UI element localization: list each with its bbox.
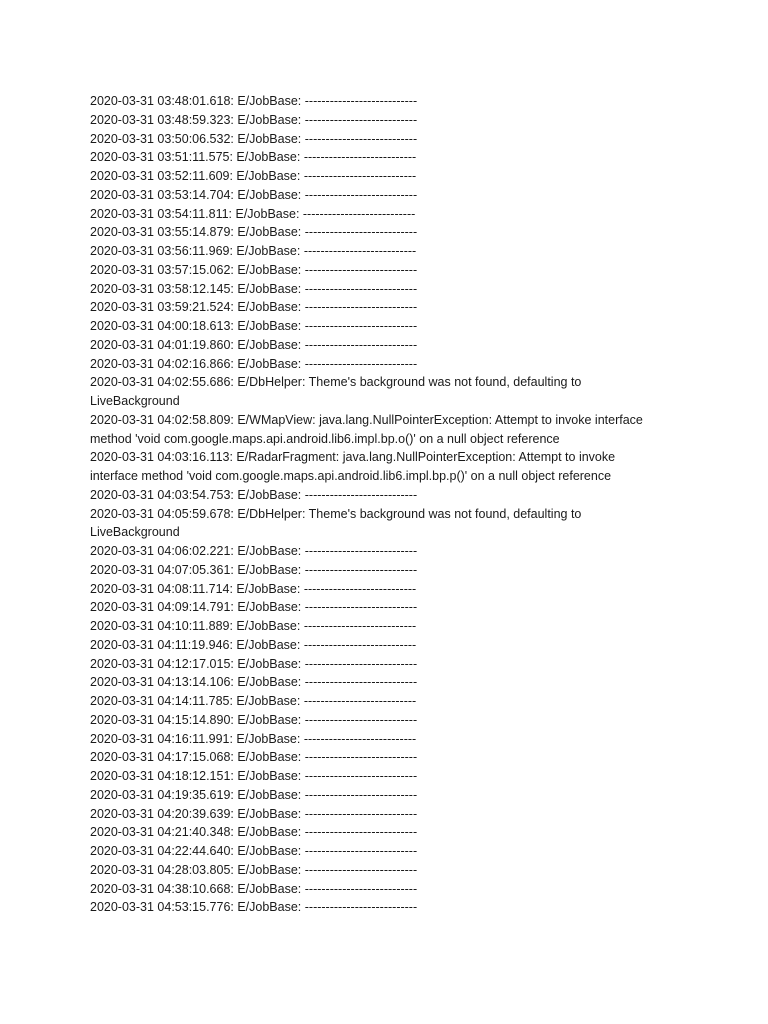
log-line: 2020-03-31 04:28:03.805: E/JobBase: --------------------------- bbox=[90, 862, 418, 877]
log-line: 2020-03-31 04:05:59.678: E/DbHelper: Theme's background was not found, defaulting to LiveBackground bbox=[90, 506, 582, 540]
log-line: 2020-03-31 03:52:11.609: E/JobBase: --------------------------- bbox=[90, 169, 417, 183]
log-line: 2020-03-31 04:11:19.946: E/JobBase: --------------------------- bbox=[90, 637, 417, 652]
log-line: 2020-03-31 04:53:15.776: E/JobBase: --------------------------- bbox=[90, 900, 418, 915]
log-line: 2020-03-31 04:12:17.015: E/JobBase: --------------------------- bbox=[90, 656, 418, 671]
log-line: 2020-03-31 03:51:11.575: E/JobBase: --------------------------- bbox=[90, 150, 417, 165]
log-line: 2020-03-31 04:19:35.619: E/JobBase: --------------------------- bbox=[90, 787, 418, 802]
log-line: 2020-03-31 03:59:21.524: E/JobBase: --------------------------- bbox=[90, 300, 418, 315]
log-line: 2020-03-31 04:00:18.613: E/JobBase: --------------------------- bbox=[90, 319, 418, 333]
log-line: 2020-03-31 04:20:39.639: E/JobBase: --------------------------- bbox=[90, 806, 418, 821]
log-page bbox=[90, 92, 650, 917]
log-line: 2020-03-31 04:07:05.361: E/JobBase: --------------------------- bbox=[90, 562, 418, 577]
log-line: 2020-03-31 04:02:58.809: E/WMapView: java.lang.NullPointerException: Attempt to invoke interface method 'void com.google.maps.api.android.lib6.impl.bp.o()' on a null object reference bbox=[90, 412, 643, 446]
log-line: 2020-03-31 04:14:11.785: E/JobBase: --------------------------- bbox=[90, 694, 417, 708]
log-line: 2020-03-31 04:38:10.668: E/JobBase: --------------------------- bbox=[90, 881, 418, 896]
log-line: 2020-03-31 03:48:01.618: E/JobBase: --------------------------- bbox=[90, 94, 418, 108]
log-line: 2020-03-31 04:09:14.791: E/JobBase: --------------------------- bbox=[90, 600, 418, 615]
log-line: 2020-03-31 03:56:11.969: E/JobBase: --------------------------- bbox=[90, 244, 417, 258]
log-line: 2020-03-31 04:06:02.221: E/JobBase: --------------------------- bbox=[90, 544, 418, 558]
log-line: 2020-03-31 04:18:12.151: E/JobBase: --------------------------- bbox=[90, 769, 418, 783]
log-line: 2020-03-31 04:02:16.866: E/JobBase: --------------------------- bbox=[90, 356, 418, 371]
log-line: 2020-03-31 04:17:15.068: E/JobBase: --------------------------- bbox=[90, 750, 418, 765]
log-line: 2020-03-31 04:22:44.640: E/JobBase: --------------------------- bbox=[90, 844, 418, 858]
log-line: 2020-03-31 03:55:14.879: E/JobBase: --------------------------- bbox=[90, 225, 418, 240]
log-line: 2020-03-31 04:03:54.753: E/JobBase: --------------------------- bbox=[90, 487, 418, 502]
log-line: 2020-03-31 04:15:14.890: E/JobBase: --------------------------- bbox=[90, 712, 418, 727]
log-line: 2020-03-31 03:58:12.145: E/JobBase: --------------------------- bbox=[90, 281, 418, 296]
log-line: 2020-03-31 04:02:55.686: E/DbHelper: Theme's background was not found, defaulting to LiveBackground bbox=[90, 375, 582, 408]
log-line: 2020-03-31 04:13:14.106: E/JobBase: --------------------------- bbox=[90, 675, 418, 690]
log-line: 2020-03-31 03:50:06.532: E/JobBase: --------------------------- bbox=[90, 131, 418, 146]
log-line: 2020-03-31 03:53:14.704: E/JobBase: --------------------------- bbox=[90, 187, 418, 202]
log-line: 2020-03-31 03:57:15.062: E/JobBase: --------------------------- bbox=[90, 262, 418, 277]
log-line: 2020-03-31 03:54:11.811: E/JobBase: --------------------------- bbox=[90, 206, 416, 221]
log-line: 2020-03-31 04:03:16.113: E/RadarFragment: java.lang.NullPointerException: Attempt to invoke interface method 'void com.google.maps.api.android.lib6.impl.bp.p()' on a null object reference bbox=[90, 450, 616, 483]
log-line: 2020-03-31 04:01:19.860: E/JobBase: --------------------------- bbox=[90, 337, 418, 352]
log-line: 2020-03-31 04:16:11.991: E/JobBase: --------------------------- bbox=[90, 731, 417, 746]
log-line: 2020-03-31 03:48:59.323: E/JobBase: --------------------------- bbox=[90, 112, 418, 127]
log-line: 2020-03-31 04:08:11.714: E/JobBase: --------------------------- bbox=[90, 581, 417, 596]
log-line: 2020-03-31 04:21:40.348: E/JobBase: --------------------------- bbox=[90, 825, 418, 840]
log-line: 2020-03-31 04:10:11.889: E/JobBase: --------------------------- bbox=[90, 619, 417, 633]
